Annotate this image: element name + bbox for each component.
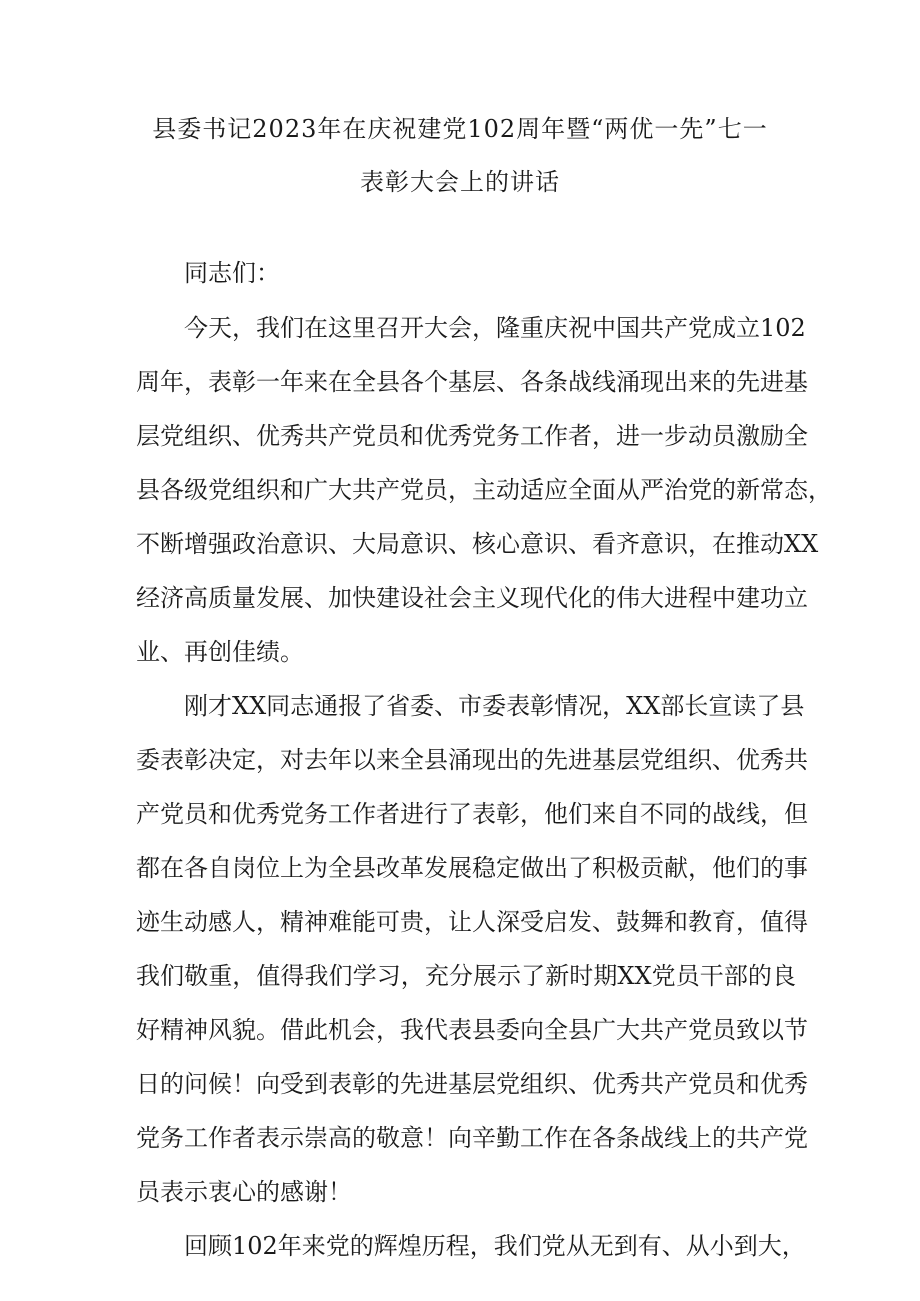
paragraph-1-line-1: 今天，我们在这里召开大会，隆重庆祝中国共产党成立102 bbox=[184, 314, 806, 342]
paragraph-2-line-9: 党务工作者表示崇高的敬意！向辛勤工作在各条战线上的共产党 bbox=[136, 1124, 808, 1152]
paragraph-1-line-6: 经济高质量发展、加快建设社会主义现代化的伟大进程中建功立 bbox=[136, 584, 808, 612]
paragraph-2-line-2: 委表彰决定，对去年以来全县涌现出的先进基层党组织、优秀共 bbox=[136, 746, 808, 774]
paragraph-1-line-3: 层党组织、优秀共产党员和优秀党务工作者，进一步动员激励全 bbox=[136, 422, 808, 450]
paragraph-1-line-7: 业、再创佳绩。 bbox=[136, 638, 304, 666]
paragraph-1-line-5: 不断增强政治意识、大局意识、核心意识、看齐意识，在推动XX bbox=[136, 530, 819, 558]
paragraph-1-line-4: 县各级党组织和广大共产党员，主动适应全面从严治党的新常态， bbox=[136, 476, 832, 504]
paragraph-2-line-4: 都在各自岗位上为全县改革发展稳定做出了积极贡献，他们的事 bbox=[136, 854, 808, 882]
document-title-line-2: 表彰大会上的讲话 bbox=[360, 168, 560, 196]
paragraph-3-line-1: 回顾102年来党的辉煌历程，我们党从无到有、从小到大， bbox=[184, 1232, 806, 1260]
document-title-line-1: 县委书记2023年在庆祝建党102周年暨“两优一先”七一 bbox=[152, 115, 768, 143]
paragraph-2-line-6: 我们敬重，值得我们学习，充分展示了新时期XX党员干部的良 bbox=[136, 962, 796, 990]
salutation: 同志们： bbox=[184, 259, 280, 287]
paragraph-1-line-2: 周年，表彰一年来在全县各个基层、各条战线涌现出来的先进基 bbox=[136, 368, 808, 396]
paragraph-2-line-7: 好精神风貌。借此机会，我代表县委向全县广大共产党员致以节 bbox=[136, 1016, 808, 1044]
paragraph-2-line-1: 刚才XX同志通报了省委、市委表彰情况，XX部长宣读了县 bbox=[184, 692, 805, 720]
paragraph-2-line-10: 员表示衷心的感谢！ bbox=[136, 1178, 352, 1206]
paragraph-2-line-5: 迹生动感人，精神难能可贵，让人深受启发、鼓舞和教育，值得 bbox=[136, 908, 808, 936]
paragraph-2-line-3: 产党员和优秀党务工作者进行了表彰，他们来自不同的战线，但 bbox=[136, 800, 808, 828]
paragraph-2-line-8: 日的问候！向受到表彰的先进基层党组织、优秀共产党员和优秀 bbox=[136, 1070, 808, 1098]
